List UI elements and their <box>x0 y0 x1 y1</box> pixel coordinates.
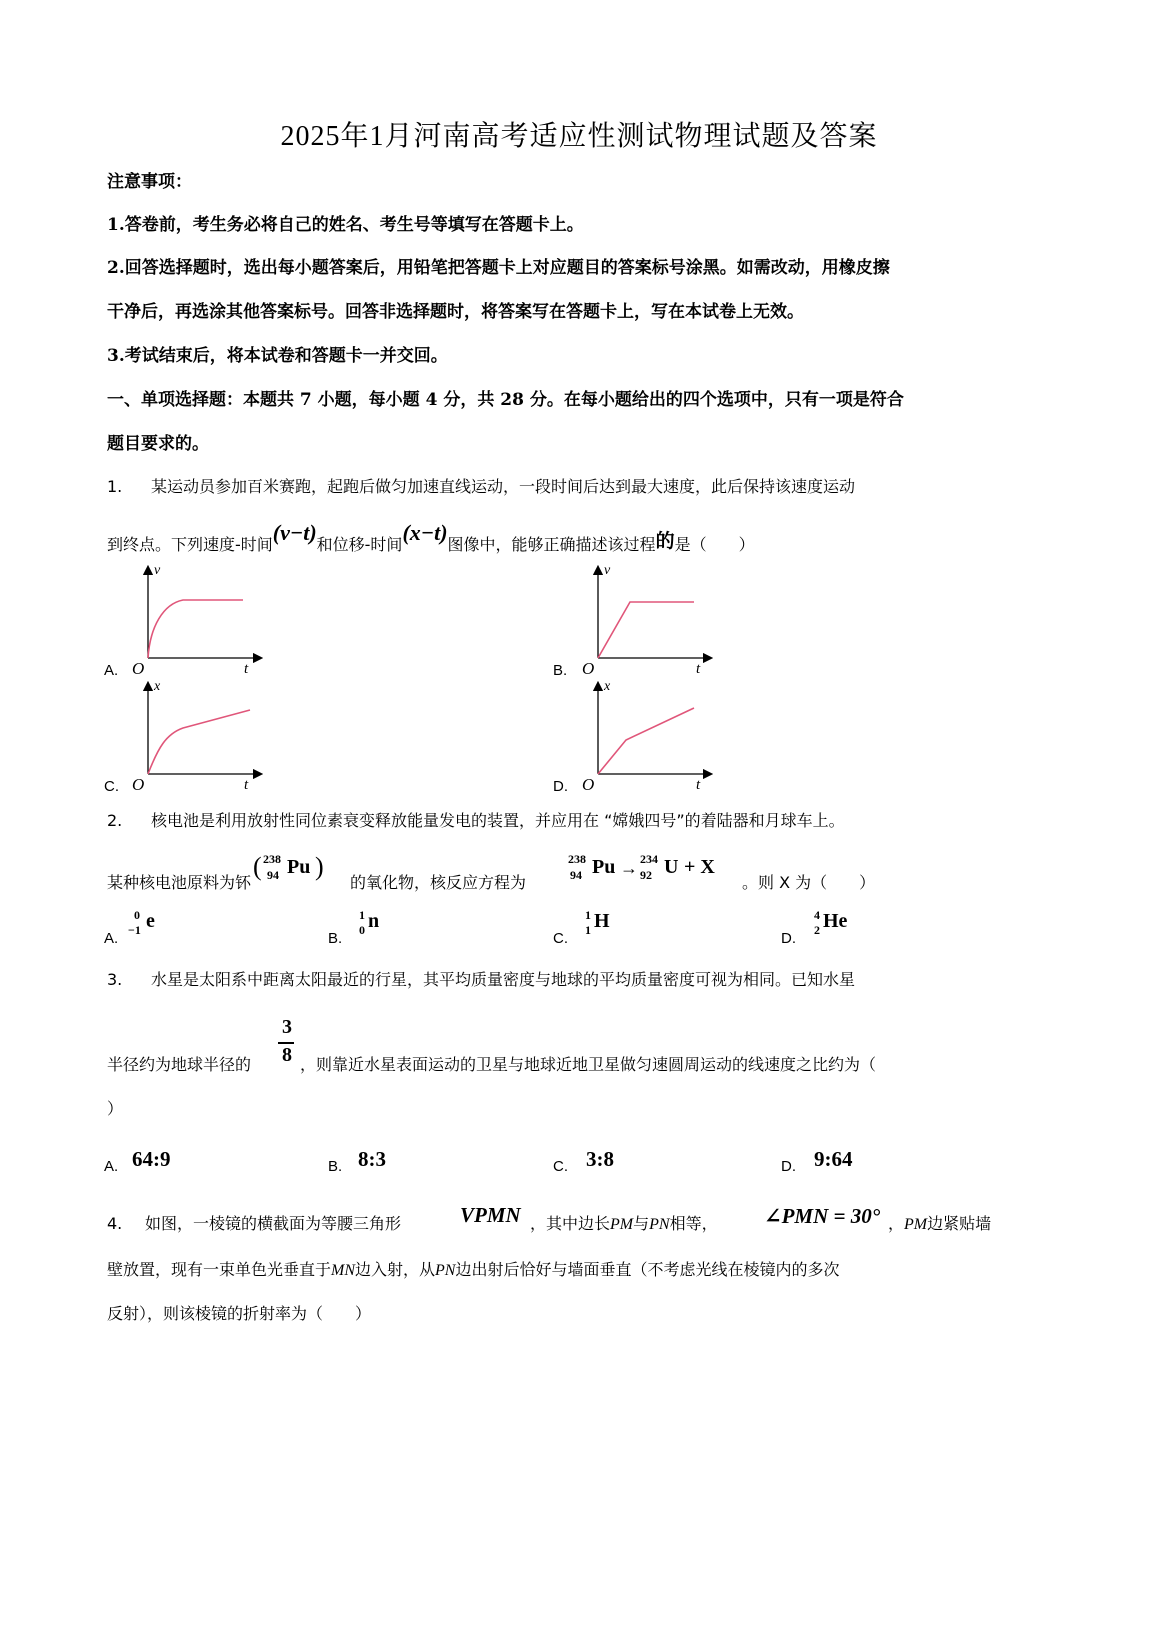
q3-option-d-value: 9:64 <box>814 1147 853 1171</box>
q2-option-d-label: D. <box>781 930 796 947</box>
y-axis-label: v <box>154 563 161 578</box>
q3-option-b-value: 8:3 <box>358 1147 386 1171</box>
option-b-label: B. <box>553 662 568 679</box>
q2-option-b-value: 1 0 n <box>359 908 380 937</box>
q3-option-a-label: A. <box>104 1158 119 1175</box>
question-number: 3. <box>107 970 123 989</box>
question-1-line-2: 到终点。下列速度-时间(v−t)和位移-时间(x−t)图像中，能够正确描述该过程的是（ ） <box>107 520 755 554</box>
q2-option-d-value: 4 2 He <box>814 908 848 937</box>
velocity-curve <box>148 600 243 658</box>
question-1-line-1: 1. 某运动员参加百米赛跑，起跑后做匀加速直线运动，一段时间后达到最大速度，此后保持该速度运动 <box>107 477 856 496</box>
graph-a <box>128 562 263 677</box>
option-d-label: D. <box>553 778 568 795</box>
angle-notation: ∠PMN = 30° <box>764 1204 881 1228</box>
velocity-curve <box>598 602 694 658</box>
question-3-line-1: 3. 水星是太阳系中距离太阳最近的行星，其平均质量密度与地球的平均质量密度可视为相同。已知水星 <box>107 970 856 989</box>
question-3-line-2-a: 半径约为地球半径的 <box>107 1055 252 1074</box>
section-heading: 一、单项选择题：本题共 7 小题，每小题 4 分，共 28 分。在每小题给出的四个选项中，只有一项是符合 <box>107 390 904 410</box>
note-3: 3.考试结束后，将本试卷和答题卡一并交回。 <box>107 346 448 366</box>
displacement-curve <box>598 708 694 774</box>
q2-option-a-label: A. <box>104 930 119 947</box>
note-2: 2.回答选择题时，选出每小题答案后，用铅笔把答题卡上对应题目的答案标号涂黑。如需改动，用橡皮擦 <box>107 258 890 278</box>
displacement-curve <box>148 710 250 774</box>
notes-heading: 注意事项： <box>107 172 192 192</box>
origin-label: O <box>582 775 595 793</box>
question-4-line-2: 壁放置，现有一束单色光垂直于MN边入射，从PN边出射后恰好与墙面垂直（不考虑光线在棱镜内的多次 <box>107 1260 840 1279</box>
x-axis-label: t <box>696 777 701 793</box>
q2-option-b-label: B. <box>328 930 343 947</box>
fraction-denominator: 8 <box>282 1044 292 1066</box>
page-title: 2025年1月河南高考适应性测试物理试题及答案 <box>280 121 878 152</box>
vt-notation: (v−t) <box>272 520 317 545</box>
q2-option-c-value: 1 1 H <box>585 908 610 937</box>
question-4-line-1-c: ，PM边紧贴墙 <box>888 1214 992 1233</box>
y-axis-label: x <box>604 679 611 694</box>
graph-b <box>578 562 713 677</box>
question-4-line-1: 4. 如图，一棱镜的横截面为等腰三角形 <box>107 1214 402 1233</box>
question-4-line-3: 反射），则该棱镜的折射率为（ ） <box>107 1304 372 1323</box>
origin-label: O <box>132 775 145 793</box>
option-c-label: C. <box>104 778 119 795</box>
y-axis-label: x <box>154 679 161 694</box>
question-2-line-2-b: 的氧化物，核反应方程为 <box>350 873 527 892</box>
question-2-line-2-c: 。则 X 为（ ） <box>742 873 876 892</box>
origin-label: O <box>582 659 595 677</box>
q2-option-a-value: 0 −1 e <box>128 908 155 937</box>
q3-option-c-value: 3:8 <box>586 1147 614 1171</box>
section-heading-cont: 题目要求的。 <box>107 434 209 454</box>
question-3-line-3: ） <box>107 1099 124 1118</box>
graph-d <box>578 678 713 793</box>
question-number: 1. <box>107 477 123 496</box>
plutonium-notation: ( 238 94 Pu ) <box>253 852 324 882</box>
x-axis-label: t <box>244 661 249 677</box>
xt-notation: (x−t) <box>402 520 448 545</box>
question-3-line-2-b: ，则靠近水星表面运动的卫星与地球近地卫星做匀速圆周运动的线速度之比约为（ <box>300 1055 877 1074</box>
note-1: 1.答卷前，考生务必将自己的姓名、考生号等填写在答题卡上。 <box>107 215 584 235</box>
question-number: 4. <box>107 1214 123 1233</box>
note-2-cont: 干净后，再选涂其他答案标号。回答非选择题时，将答案写在答题卡上，写在本试卷上无效。 <box>107 302 804 322</box>
triangle-label: VPMN <box>460 1203 521 1227</box>
q3-option-c-label: C. <box>553 1158 568 1175</box>
fraction-numerator: 3 <box>282 1016 292 1038</box>
graph-c <box>128 678 263 793</box>
question-number: 2. <box>107 811 123 830</box>
question-2-line-2-a: 某种核电池原料为钚 <box>107 873 252 892</box>
q3-option-d-label: D. <box>781 1158 796 1175</box>
y-axis-label: v <box>604 563 611 578</box>
question-2-line-1: 2. 核电池是利用放射性同位素衰变释放能量发电的装置，并应用在 “嫦娥四号”的着陆器和月球车上。 <box>107 811 845 830</box>
option-a-label: A. <box>104 662 119 679</box>
q3-option-a-value: 64:9 <box>132 1147 171 1171</box>
reaction-equation: 238 94 Pu → 234 92 U + X <box>568 852 715 882</box>
q3-option-b-label: B. <box>328 1158 343 1175</box>
question-4-line-1-b: ，其中边长PM与PN相等， <box>530 1214 718 1233</box>
origin-label: O <box>132 659 145 677</box>
x-axis-label: t <box>696 661 701 677</box>
x-axis-label: t <box>244 777 249 793</box>
q2-option-c-label: C. <box>553 930 568 947</box>
